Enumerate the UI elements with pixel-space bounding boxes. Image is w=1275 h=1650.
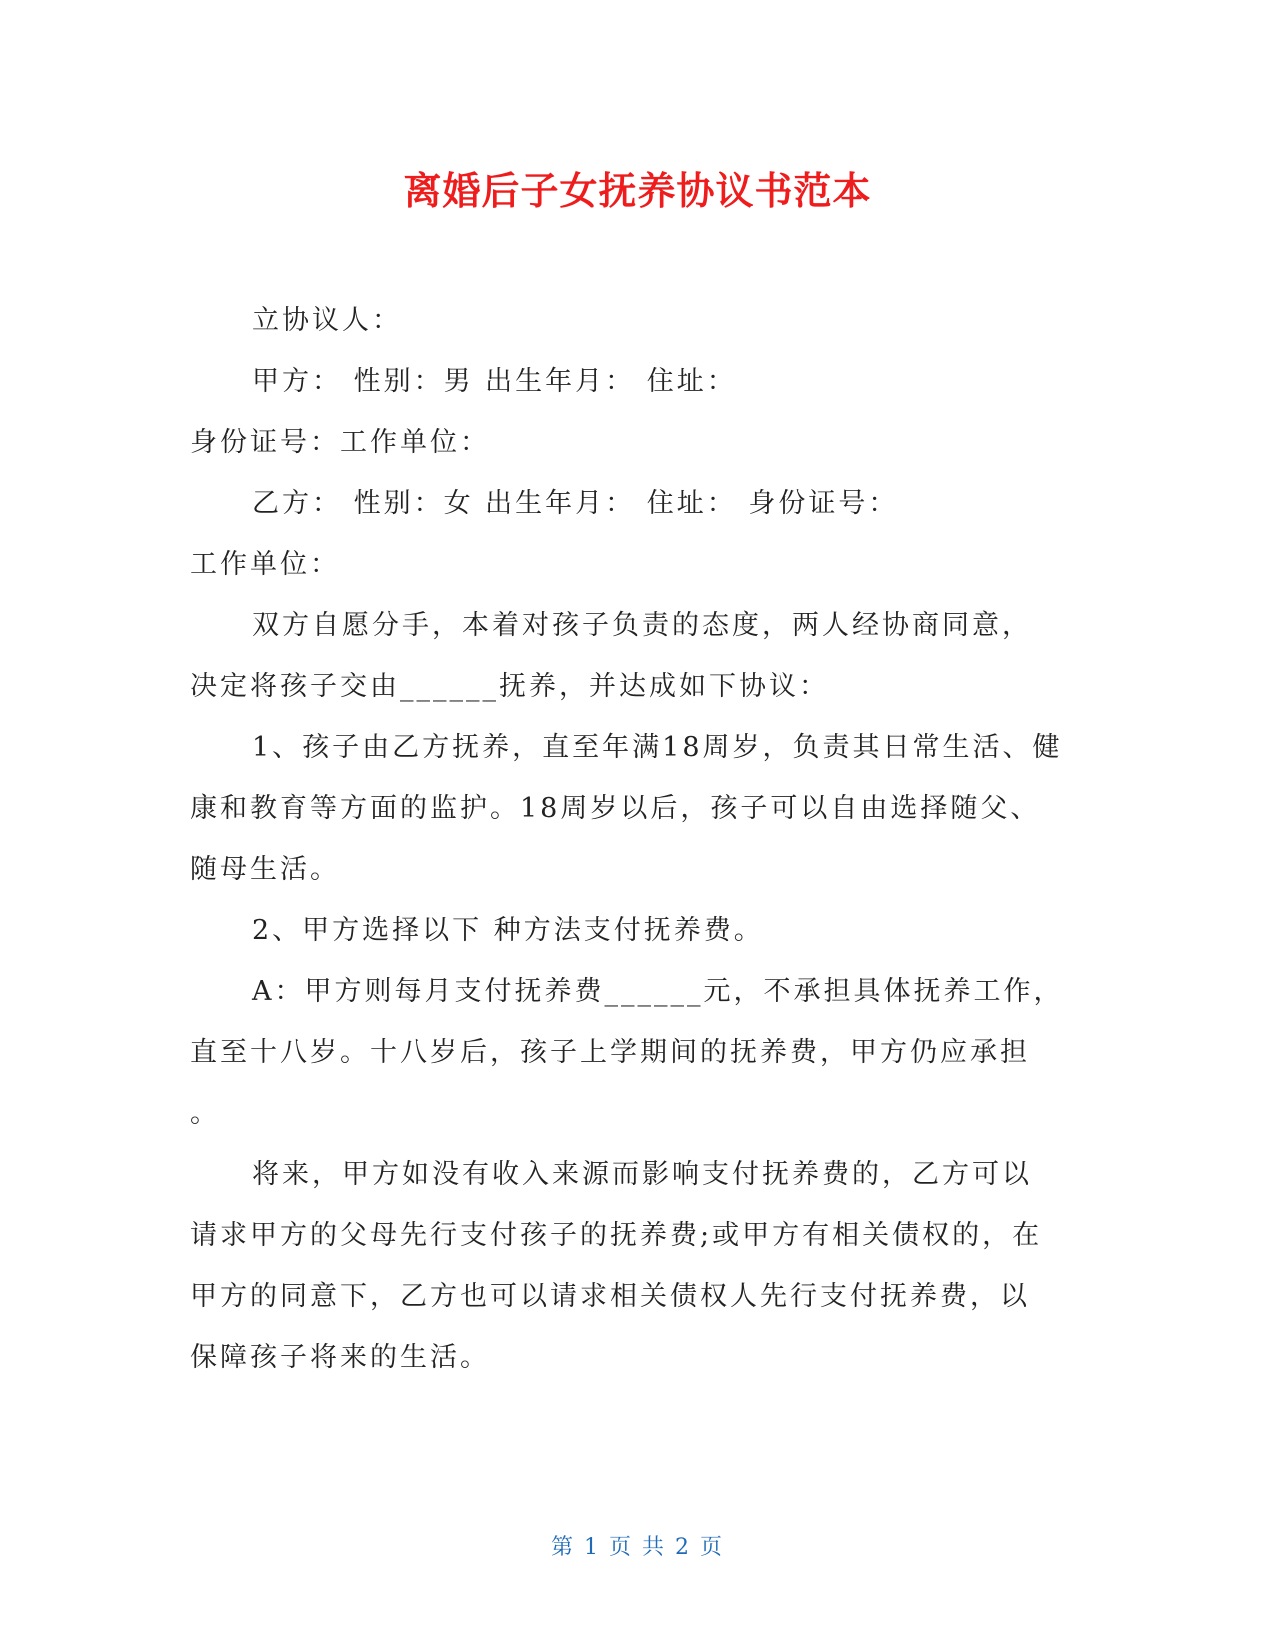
body-line: 1、孩子由乙方抚养，直至年满18周岁，负责其日常生活、健 xyxy=(252,732,1063,763)
body-line: A：甲方则每月支付抚养费______元，不承担具体抚养工作， xyxy=(252,976,1064,1007)
body-line: 随母生活。 xyxy=(190,854,340,885)
body-line: 。 xyxy=(190,1098,220,1129)
body-line: 2、甲方选择以下 种方法支付抚养费。 xyxy=(252,915,764,946)
body-line: 请求甲方的父母先行支付孩子的抚养费;或甲方有相关债权的，在 xyxy=(190,1220,1043,1251)
body-line: 工作单位： xyxy=(190,549,340,580)
body-line: 直至十八岁。十八岁后，孩子上学期间的抚养费，甲方仍应承担 xyxy=(190,1037,1030,1068)
document-title: 离婚后子女抚养协议书范本 xyxy=(403,169,872,213)
body-line: 甲方的同意下，乙方也可以请求相关债权人先行支付抚养费，以 xyxy=(190,1281,1030,1312)
body-line: 决定将孩子交由______抚养，并达成如下协议： xyxy=(190,671,829,702)
body-line: 康和教育等方面的监护。18周岁以后，孩子可以自由选择随父、 xyxy=(190,793,1041,824)
page-footer: 第 1 页 共 2 页 xyxy=(551,1535,724,1560)
body-line: 甲方： 性别：男 出生年月： 住址： xyxy=(252,366,737,397)
body-line: 双方自愿分手，本着对孩子负责的态度，两人经协商同意， xyxy=(252,610,1032,641)
body-line: 保障孩子将来的生活。 xyxy=(190,1342,490,1373)
body-line: 乙方： 性别：女 出生年月： 住址： 身份证号： xyxy=(252,488,899,519)
body-line: 将来，甲方如没有收入来源而影响支付抚养费的，乙方可以 xyxy=(252,1159,1032,1190)
document-body xyxy=(190,290,1075,1388)
body-line: 立协议人： xyxy=(252,305,402,336)
body-line: 身份证号：工作单位： xyxy=(190,427,490,458)
